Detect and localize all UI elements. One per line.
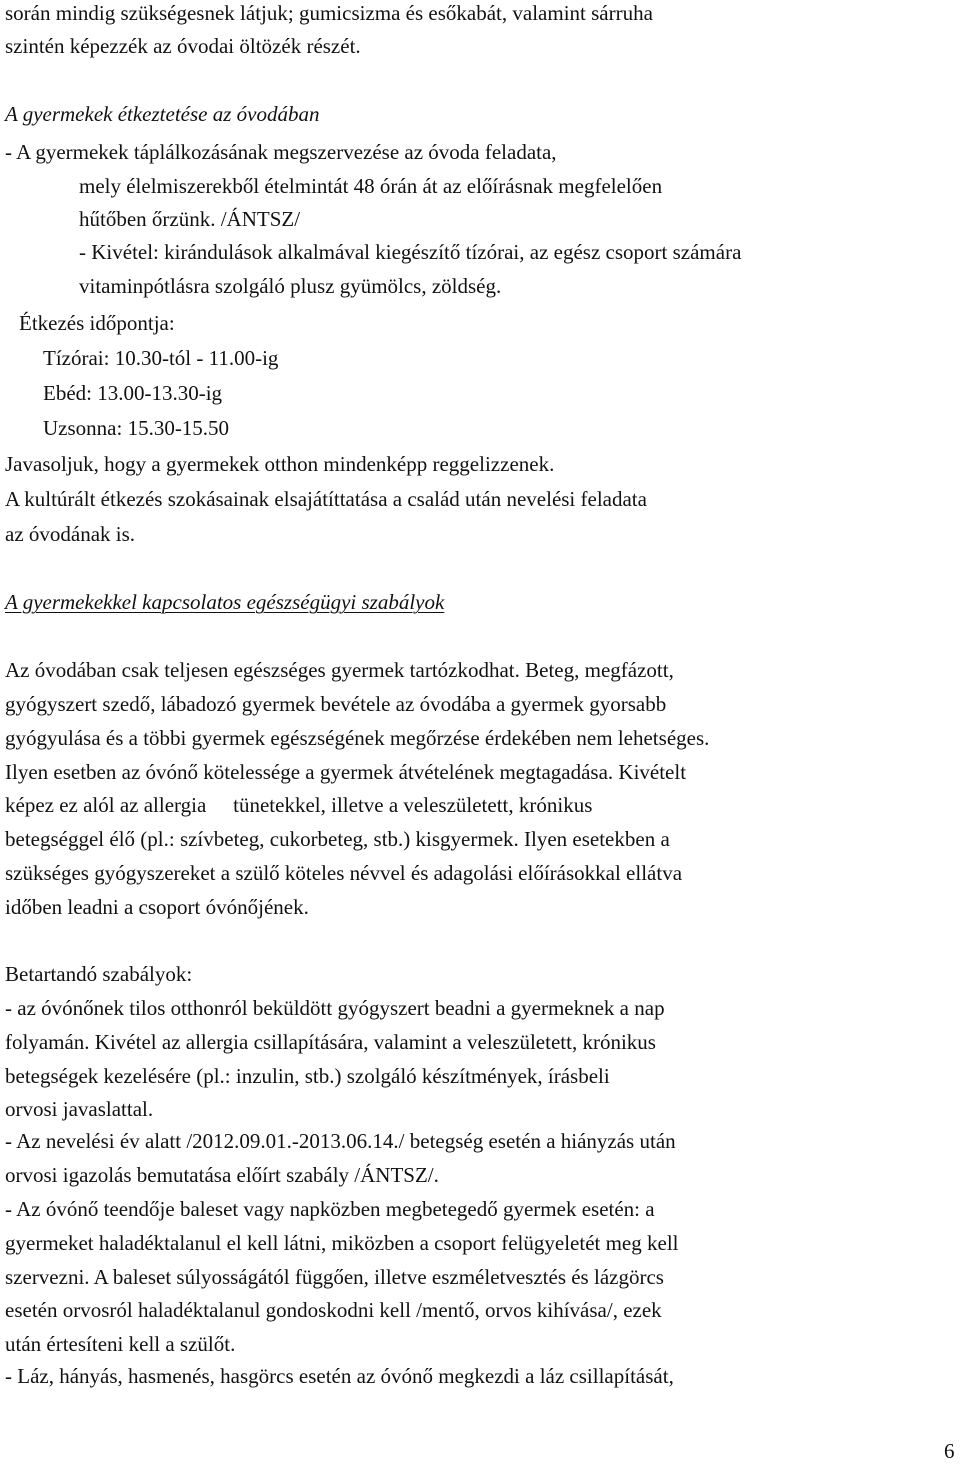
- health-heading: A gyermekekkel kapcsolatos egészségügyi szabályok: [5, 590, 445, 614]
- rules-line: orvosi igazolás bemutatása előírt szabály /ÁNTSZ/.: [5, 1163, 439, 1187]
- rules-line: - Láz, hányás, hasmenés, hasgörcs esetén az óvónő megkezdi a láz csillapítását,: [5, 1364, 674, 1388]
- meals-line: - Kivétel: kirándulások alkalmával kiegészítő tízórai, az egész csoport számára: [79, 240, 742, 264]
- meals-line: - A gyermekek táplálkozásának megszervezése az óvoda feladata,: [5, 140, 557, 164]
- health-line: Az óvodában csak teljesen egészséges gyermek tartózkodhat. Beteg, megfázott,: [5, 658, 674, 682]
- rules-line: gyermeket haladéktalanul el kell látni, miközben a csoport felügyeletét meg kell: [5, 1231, 679, 1255]
- intro-line: szintén képezzék az óvodai öltözék részét.: [5, 34, 361, 58]
- meals-line: hűtőben őrzünk. /ÁNTSZ/: [79, 207, 301, 231]
- meal-time-item: Tízórai: 10.30-tól - 11.00-ig: [43, 346, 279, 370]
- health-line: betegséggel élő (pl.: szívbeteg, cukorbeteg, stb.) kisgyermek. Ilyen esetekben a: [5, 827, 670, 851]
- meals-line: mely élelmiszerekből ételmintát 48 órán át az előírásnak megfelelően: [79, 174, 663, 198]
- breakfast-advice: Javasoljuk, hogy a gyermekek otthon mindenképp reggelizzenek.: [5, 452, 555, 476]
- culture-line: A kultúrált étkezés szokásainak elsajátíttatása a család után nevelési feladata: [5, 487, 647, 511]
- health-line: szükséges gyógyszereket a szülő köteles névvel és adagolási előírásokkal ellátva: [5, 861, 683, 885]
- rules-line: szervezni. A baleset súlyosságától függően, illetve eszméletvesztés és lázgörcs: [5, 1265, 664, 1289]
- meal-time-item: Uzsonna: 15.30-15.50: [43, 416, 230, 440]
- meal-times-label: Étkezés időpontja:: [19, 311, 175, 335]
- health-line: képez ez alól az allergia tünetekkel, illetve a veleszületett, krónikus: [5, 793, 571, 817]
- rules-line: - Az nevelési év alatt /2012.09.01.-2013.06.14./ betegség esetén a hiányzás után: [5, 1129, 676, 1153]
- meals-line: vitaminpótlásra szolgáló plusz gyümölcs, zöldség.: [79, 274, 502, 298]
- rules-label: Betartandó szabályok:: [5, 962, 193, 986]
- health-line: Ilyen esetben az óvónő kötelessége a gyermek átvételének megtagadása. Kivételt: [5, 760, 687, 784]
- rules-line: után értesíteni kell a szülőt.: [5, 1332, 236, 1356]
- health-line: időben leadni a csoport óvónőjének.: [5, 895, 309, 919]
- health-line: gyógyulása és a többi gyermek egészségének megőrzése érdekében nem lehetséges.: [5, 726, 710, 750]
- rules-line: folyamán. Kivétel az allergia csillapítására, valamint a veleszületett, krónikus: [5, 1030, 656, 1054]
- rules-line: - az óvónőnek tilos otthonról beküldött gyógyszert beadni a gyermeknek a nap: [5, 996, 665, 1020]
- meals-heading: A gyermekek étkeztetése az óvodában: [5, 102, 320, 126]
- culture-line: az óvodának is.: [5, 522, 136, 546]
- rules-line: betegségek kezelésére (pl.: inzulin, stb.) szolgáló készítmények, írásbeli: [5, 1064, 610, 1088]
- meal-time-item: Ebéd: 13.00-13.30-ig: [43, 381, 223, 405]
- health-line: gyógyszert szedő, lábadozó gyermek bevétele az óvodába a gyermek gyorsabb: [5, 692, 667, 716]
- intro-line: során mindig szükségesnek látjuk; gumicsizma és esőkabát, valamint sárruha: [5, 1, 653, 25]
- rules-line: - Az óvónő teendője baleset vagy napközben megbetegedő gyermek esetén: a: [5, 1197, 655, 1221]
- page-number: 6: [944, 1439, 955, 1463]
- rules-line: esetén orvosról haladéktalanul gondoskodni kell /mentő, orvos kihívása/, ezek: [5, 1298, 662, 1322]
- rules-line: orvosi javaslattal.: [5, 1097, 154, 1121]
